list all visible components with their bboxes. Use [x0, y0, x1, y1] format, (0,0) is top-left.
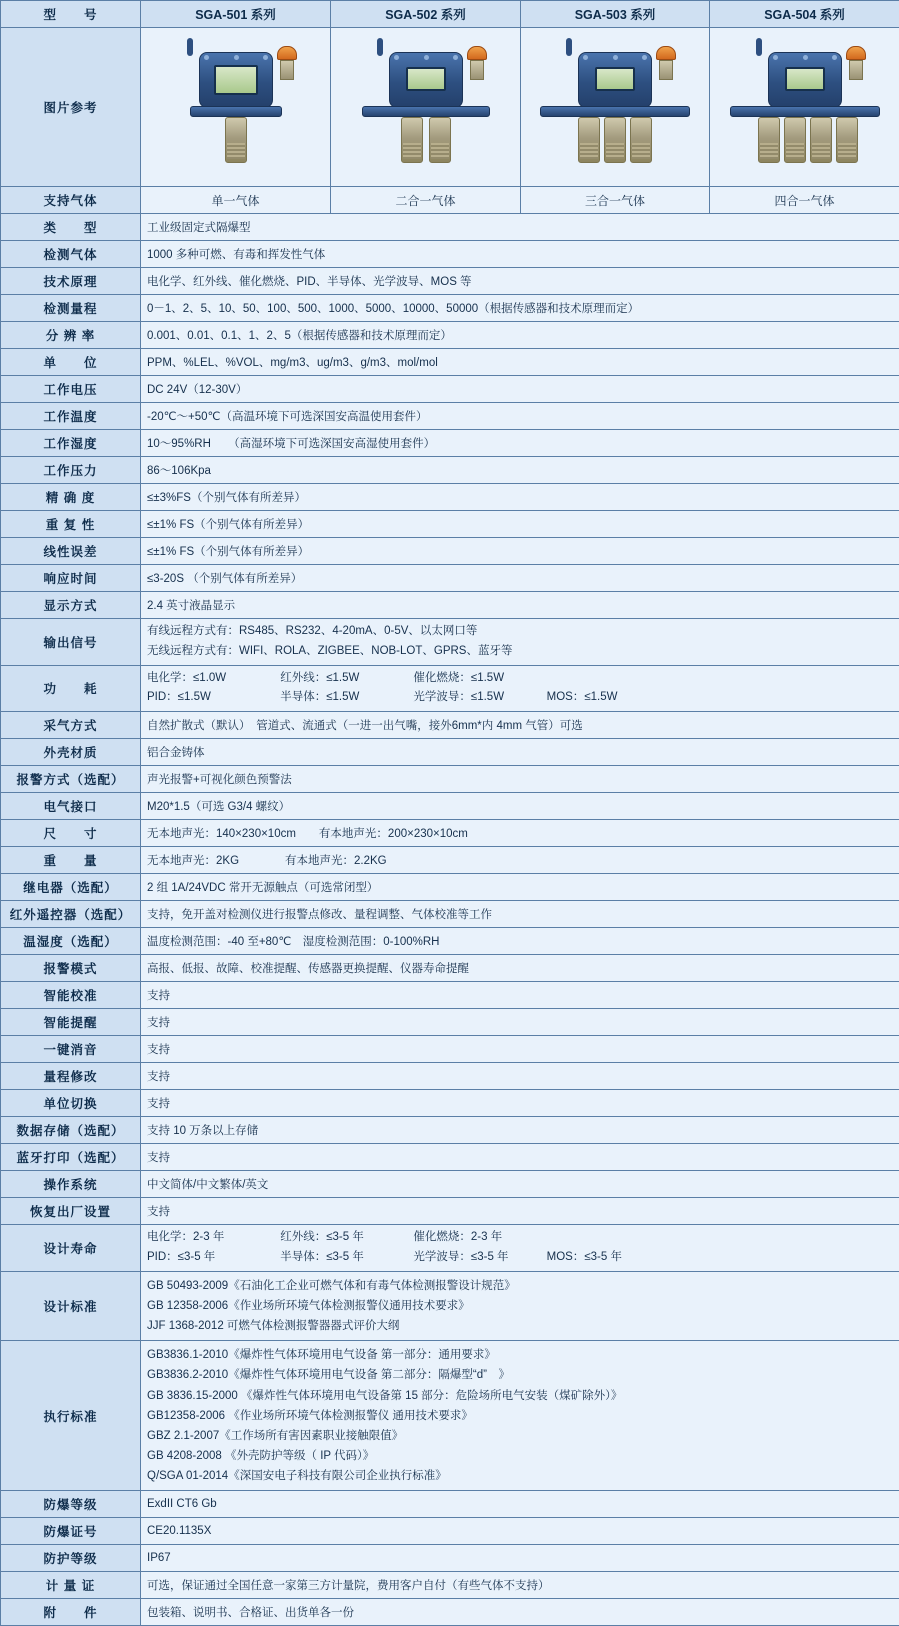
gas-support-3: 三合一气体: [521, 187, 710, 214]
row-label: 外壳材质: [1, 739, 141, 766]
gas-detector-illustration-2: [351, 32, 501, 182]
row-label: 单 位: [1, 349, 141, 376]
table-row-type: [1, 214, 899, 241]
row-value: 铝合金铸体: [141, 739, 899, 766]
sensor-probe: [810, 117, 832, 163]
row-value: 支持: [141, 1009, 899, 1036]
row-label: 工作压力: [1, 457, 141, 484]
row-label-model: 型 号: [1, 1, 141, 28]
table-row-response-time: [1, 565, 899, 592]
row-value: 2.4 英寸液晶显示: [141, 592, 899, 619]
row-label: 防爆证号: [1, 1518, 141, 1545]
row-value: 可选，保证通过全国任意一家第三方计量院，费用客户自付（有些气体不支持）: [141, 1572, 899, 1599]
lifetime-value: 2-3 年: [471, 1231, 502, 1243]
model-header-2: SGA-502 系列: [331, 1, 521, 28]
design-standard-line: GB 12358-2006《作业场所环境气体检测报警仪通用技术要求》: [147, 1296, 893, 1316]
table-row-relay: [1, 874, 899, 901]
table-row-gas-support: [1, 187, 899, 214]
table-row-pressure: [1, 457, 899, 484]
row-value: 支持: [141, 982, 899, 1009]
row-value: ≤3-20S （个别气体有所差异）: [141, 565, 899, 592]
row-label-lifetime: 设计寿命: [1, 1225, 141, 1272]
table-row-lifetime: [1, 1225, 899, 1272]
table-row-power: [1, 665, 899, 712]
product-image-4: [710, 28, 899, 187]
power-line-2: [147, 689, 893, 707]
row-label: 报警方式（选配）: [1, 766, 141, 793]
power-name: PID：: [147, 691, 178, 703]
detector-body: [389, 52, 463, 108]
detector-body: [199, 52, 273, 108]
power-value: ≤1.0W: [193, 672, 226, 684]
output-signal-wireless: 无线远程方式有：WIFI、ROLA、ZIGBEE、NOB-LOT、GPRS、蓝牙等: [147, 643, 893, 661]
table-row-metering-certificate: [1, 1572, 899, 1599]
design-standard-line: GB 50493-2009《石油化工企业可燃气体和有毒气体检测报警设计规范》: [147, 1276, 893, 1296]
gas-detector-illustration-4: [730, 32, 880, 182]
row-label: 报警模式: [1, 955, 141, 982]
row-label: 智能校准: [1, 982, 141, 1009]
row-label: 技术原理: [1, 268, 141, 295]
row-label: 防爆等级: [1, 1491, 141, 1518]
alarm-light-icon: [467, 46, 487, 78]
power-line-1: [147, 670, 893, 688]
table-row-ex-rating: [1, 1491, 899, 1518]
row-label: 工作温度: [1, 403, 141, 430]
row-value: 中文简体/中文繁体/英文: [141, 1171, 899, 1198]
row-label-image: 图片参考: [1, 28, 141, 187]
row-label: 采气方式: [1, 712, 141, 739]
lifetime-name: PID：: [147, 1251, 178, 1263]
row-value-lifetime: [141, 1225, 899, 1272]
mount-flange: [362, 106, 490, 117]
row-value: IP67: [141, 1545, 899, 1572]
lifetime-value: ≤3-5 年: [471, 1251, 509, 1263]
antenna-icon: [377, 38, 383, 56]
lifetime-value: 2-3 年: [193, 1231, 224, 1243]
alarm-light-icon: [277, 46, 297, 78]
row-label: 恢复出厂设置: [1, 1198, 141, 1225]
table-row-housing: [1, 739, 899, 766]
row-label: 工作电压: [1, 376, 141, 403]
row-value: 支持 10 万条以上存储: [141, 1117, 899, 1144]
table-row-electrical-interface: [1, 793, 899, 820]
lifetime-name: 半导体：: [280, 1251, 326, 1263]
row-label: 检测气体: [1, 241, 141, 268]
row-value: 高报、低报、故障、校准提醒、传感器更换提醒、仪器寿命提醒: [141, 955, 899, 982]
antenna-icon: [187, 38, 193, 56]
table-row-humidity: [1, 430, 899, 457]
row-value: ≤±3%FS（个别气体有所差异）: [141, 484, 899, 511]
row-label: 量程修改: [1, 1063, 141, 1090]
design-standard-line: JJF 1368-2012 可燃气体检测报警器器式评价大纲: [147, 1316, 893, 1336]
exec-standard-line: GB3836.1-2010《爆炸性气体环境用电气设备 第一部分：通用要求》: [147, 1345, 893, 1365]
row-label: 继电器（选配）: [1, 874, 141, 901]
row-label: 重 量: [1, 847, 141, 874]
row-value: 温度检测范围：-40 至+80℃ 湿度检测范围：0-100%RH: [141, 928, 899, 955]
antenna-icon: [566, 38, 572, 56]
exec-standard-line: Q/SGA 01-2014《深国安电子科技有限公司企业执行标准》: [147, 1466, 893, 1486]
model-header-1: SGA-501 系列: [141, 1, 331, 28]
row-value: 包装箱、说明书、合格证、出货单各一份: [141, 1599, 899, 1626]
bolt-row: [583, 55, 647, 60]
row-value: 86～106Kpa: [141, 457, 899, 484]
row-value: -20℃～+50℃（高温环境下可选深国安高温使用套件）: [141, 403, 899, 430]
row-value: 无本地声光：140×230×10cm 有本地声光：200×230×10cm: [141, 820, 899, 847]
row-label: 分 辨 率: [1, 322, 141, 349]
alarm-light-icon: [846, 46, 866, 78]
row-label: 温湿度（选配）: [1, 928, 141, 955]
row-value: 支持: [141, 1090, 899, 1117]
gas-support-4: 四合一气体: [710, 187, 899, 214]
row-label: 检测量程: [1, 295, 141, 322]
table-row-one-key-mute: [1, 1036, 899, 1063]
model-header-3: SGA-503 系列: [521, 1, 710, 28]
product-image-1: [141, 28, 331, 187]
sensor-probe: [225, 117, 247, 163]
gas-support-1: 单一气体: [141, 187, 331, 214]
antenna-icon: [756, 38, 762, 56]
table-row-ex-certificate: [1, 1518, 899, 1545]
row-label: 附 件: [1, 1599, 141, 1626]
row-value: 无本地声光：2KG 有本地声光：2.2KG: [141, 847, 899, 874]
sensor-probe: [758, 117, 780, 163]
row-value: 声光报警+可视化颜色预警法: [141, 766, 899, 793]
row-value: DC 24V（12-30V）: [141, 376, 899, 403]
row-label: 防护等级: [1, 1545, 141, 1572]
exec-standard-line: GB 3836.15-2000 《爆炸性气体环境用电气设备第 15 部分：危险场所电气安装（煤矿除外）》: [147, 1386, 893, 1406]
row-label: 类 型: [1, 214, 141, 241]
row-value: 支持，免开盖对检测仪进行报警点修改、量程调整、气体校准等工作: [141, 901, 899, 928]
row-label: 计 量 证: [1, 1572, 141, 1599]
table-row-remote-control: [1, 901, 899, 928]
row-label-exec-standard: 执行标准: [1, 1341, 141, 1491]
row-label: 响应时间: [1, 565, 141, 592]
gas-detector-illustration-3: [540, 32, 690, 182]
table-row-weight: [1, 847, 899, 874]
table-row-accuracy: [1, 484, 899, 511]
row-label: 重 复 性: [1, 511, 141, 538]
row-value: PPM、%LEL、%VOL、mg/m3、ug/m3、g/m3、mol/mol: [141, 349, 899, 376]
table-row-output-signal: [1, 619, 899, 666]
table-row-data-storage: [1, 1117, 899, 1144]
table-row-images: [1, 28, 899, 187]
power-name: 催化燃烧：: [413, 672, 471, 684]
table-row-unit-switch: [1, 1090, 899, 1117]
row-value: ≤±1% FS（个别气体有所差异）: [141, 511, 899, 538]
table-row-factory-reset: [1, 1198, 899, 1225]
table-row-model: [1, 1, 899, 28]
row-label: 一键消音: [1, 1036, 141, 1063]
table-row-linearity: [1, 538, 899, 565]
lifetime-name: 催化燃烧：: [413, 1231, 471, 1243]
row-label: 蓝牙打印（选配）: [1, 1144, 141, 1171]
power-name: 红外线：: [280, 672, 326, 684]
power-name: 电化学：: [147, 672, 193, 684]
table-row-exec-standard: [1, 1341, 899, 1491]
exec-standard-line: GB3836.2-2010《爆炸性气体环境用电气设备 第二部分：隔爆型“d” 》: [147, 1365, 893, 1385]
power-value: ≤1.5W: [178, 691, 211, 703]
row-label: 红外遥控器（选配）: [1, 901, 141, 928]
row-label-output-signal: 输出信号: [1, 619, 141, 666]
table-row-sampling: [1, 712, 899, 739]
table-row-design-standard: [1, 1271, 899, 1340]
lifetime-name: 电化学：: [147, 1231, 193, 1243]
table-row-principle: [1, 268, 899, 295]
exec-standard-line: GB 4208-2008 《外壳防护等级（ IP 代码）》: [147, 1446, 893, 1466]
sensor-probe: [401, 117, 423, 163]
gas-detector-illustration-1: [161, 32, 311, 182]
table-row-ip-rating: [1, 1545, 899, 1572]
lcd-screen: [595, 67, 635, 91]
row-value: 支持: [141, 1198, 899, 1225]
power-value: ≤1.5W: [326, 691, 359, 703]
sensor-probe: [578, 117, 600, 163]
power-value: ≤1.5W: [584, 691, 617, 703]
row-value: 1000 多种可燃、有毒和挥发性气体: [141, 241, 899, 268]
lifetime-value: ≤3-5 年: [326, 1251, 364, 1263]
sensor-probe: [784, 117, 806, 163]
model-header-4: SGA-504 系列: [710, 1, 899, 28]
row-value: 0.001、0.01、0.1、1、2、5（根据传感器和技术原理而定）: [141, 322, 899, 349]
row-label: 线性误差: [1, 538, 141, 565]
power-value: ≤1.5W: [471, 691, 504, 703]
row-value: 0－1、2、5、10、50、100、500、1000、5000、10000、50000（根据传感器和技术原理而定）: [141, 295, 899, 322]
bolt-row: [773, 55, 837, 60]
detector-body: [578, 52, 652, 108]
exec-standard-line: GBZ 2.1-2007《工作场所有害因素职业接触限值》: [147, 1426, 893, 1446]
lifetime-line-1: [147, 1229, 893, 1247]
table-row-detect-gas: [1, 241, 899, 268]
table-row-display: [1, 592, 899, 619]
row-value: 工业级固定式隔爆型: [141, 214, 899, 241]
table-row-voltage: [1, 376, 899, 403]
table-row-smart-calibration: [1, 982, 899, 1009]
bolt-row: [204, 55, 268, 60]
row-value-design-standard: [141, 1271, 899, 1340]
sensor-probe: [836, 117, 858, 163]
row-label-design-standard: 设计标准: [1, 1271, 141, 1340]
row-label: 显示方式: [1, 592, 141, 619]
alarm-light-icon: [656, 46, 676, 78]
row-label: 尺 寸: [1, 820, 141, 847]
lifetime-name: 光学波导：: [413, 1251, 471, 1263]
sensor-probe: [429, 117, 451, 163]
table-row-range-modify: [1, 1063, 899, 1090]
table-row-resolution: [1, 322, 899, 349]
row-value: M20*1.5（可选 G3/4 螺纹）: [141, 793, 899, 820]
mount-flange: [190, 106, 282, 117]
power-name: MOS：: [547, 691, 585, 703]
detector-body: [768, 52, 842, 108]
row-value: ExdII CT6 Gb: [141, 1491, 899, 1518]
row-value-output-signal: [141, 619, 899, 666]
mount-flange: [540, 106, 690, 117]
table-row-alarm-method: [1, 766, 899, 793]
row-label-power: 功 耗: [1, 665, 141, 712]
exec-standard-line: GB12358-2006 《作业场所环境气体检测报警仪 通用技术要求》: [147, 1406, 893, 1426]
row-value: CE20.1135X: [141, 1518, 899, 1545]
row-value: 自然扩散式（默认） 管道式、流通式（一进一出气嘴，接外6mm*内 4mm 气管）可选: [141, 712, 899, 739]
row-value: 支持: [141, 1036, 899, 1063]
table-row-temp-humidity-option: [1, 928, 899, 955]
table-row-range: [1, 295, 899, 322]
gas-support-2: 二合一气体: [331, 187, 521, 214]
table-row-smart-reminder: [1, 1009, 899, 1036]
table-row-accessories: [1, 1599, 899, 1626]
product-image-3: [521, 28, 710, 187]
row-label: 单位切换: [1, 1090, 141, 1117]
table-row-unit: [1, 349, 899, 376]
power-value: ≤1.5W: [326, 672, 359, 684]
row-value-exec-standard: [141, 1341, 899, 1491]
table-row-os: [1, 1171, 899, 1198]
lcd-screen: [406, 67, 446, 91]
row-value: 2 组 1A/24VDC 常开无源触点（可选常闭型）: [141, 874, 899, 901]
power-name: 半导体：: [280, 691, 326, 703]
product-image-2: [331, 28, 521, 187]
row-label: 电气接口: [1, 793, 141, 820]
row-label: 数据存储（选配）: [1, 1117, 141, 1144]
row-label: 工作湿度: [1, 430, 141, 457]
bolt-row: [394, 55, 458, 60]
lcd-screen: [214, 65, 258, 95]
lifetime-name: 红外线：: [280, 1231, 326, 1243]
table-row-alarm-mode: [1, 955, 899, 982]
row-label-gas-support: 支持气体: [1, 187, 141, 214]
row-value: 电化学、红外线、催化燃烧、PID、半导体、光学波导、MOS 等: [141, 268, 899, 295]
row-value-power: [141, 665, 899, 712]
row-label: 精 确 度: [1, 484, 141, 511]
lifetime-value: ≤3-5 年: [326, 1231, 364, 1243]
table-row-temperature: [1, 403, 899, 430]
lifetime-value: ≤3-5 年: [178, 1251, 216, 1263]
lcd-screen: [785, 67, 825, 91]
row-value: 支持: [141, 1144, 899, 1171]
table-row-repeatability: [1, 511, 899, 538]
row-value: ≤±1% FS（个别气体有所差异）: [141, 538, 899, 565]
table-row-bluetooth-print: [1, 1144, 899, 1171]
lifetime-name: MOS：: [547, 1251, 585, 1263]
row-label: 智能提醒: [1, 1009, 141, 1036]
row-label: 操作系统: [1, 1171, 141, 1198]
table-row-size: [1, 820, 899, 847]
mount-flange: [730, 106, 880, 117]
sensor-probe: [630, 117, 652, 163]
row-value: 10～95%RH （高湿环境下可选深国安高湿使用套件）: [141, 430, 899, 457]
power-value: ≤1.5W: [471, 672, 504, 684]
lifetime-value: ≤3-5 年: [584, 1251, 622, 1263]
lifetime-line-2: [147, 1249, 893, 1267]
output-signal-wired: 有线远程方式有：RS485、RS232、4-20mA、0-5V、以太网口等: [147, 623, 893, 641]
sensor-probe: [604, 117, 626, 163]
power-name: 光学波导：: [413, 691, 471, 703]
row-value: 支持: [141, 1063, 899, 1090]
